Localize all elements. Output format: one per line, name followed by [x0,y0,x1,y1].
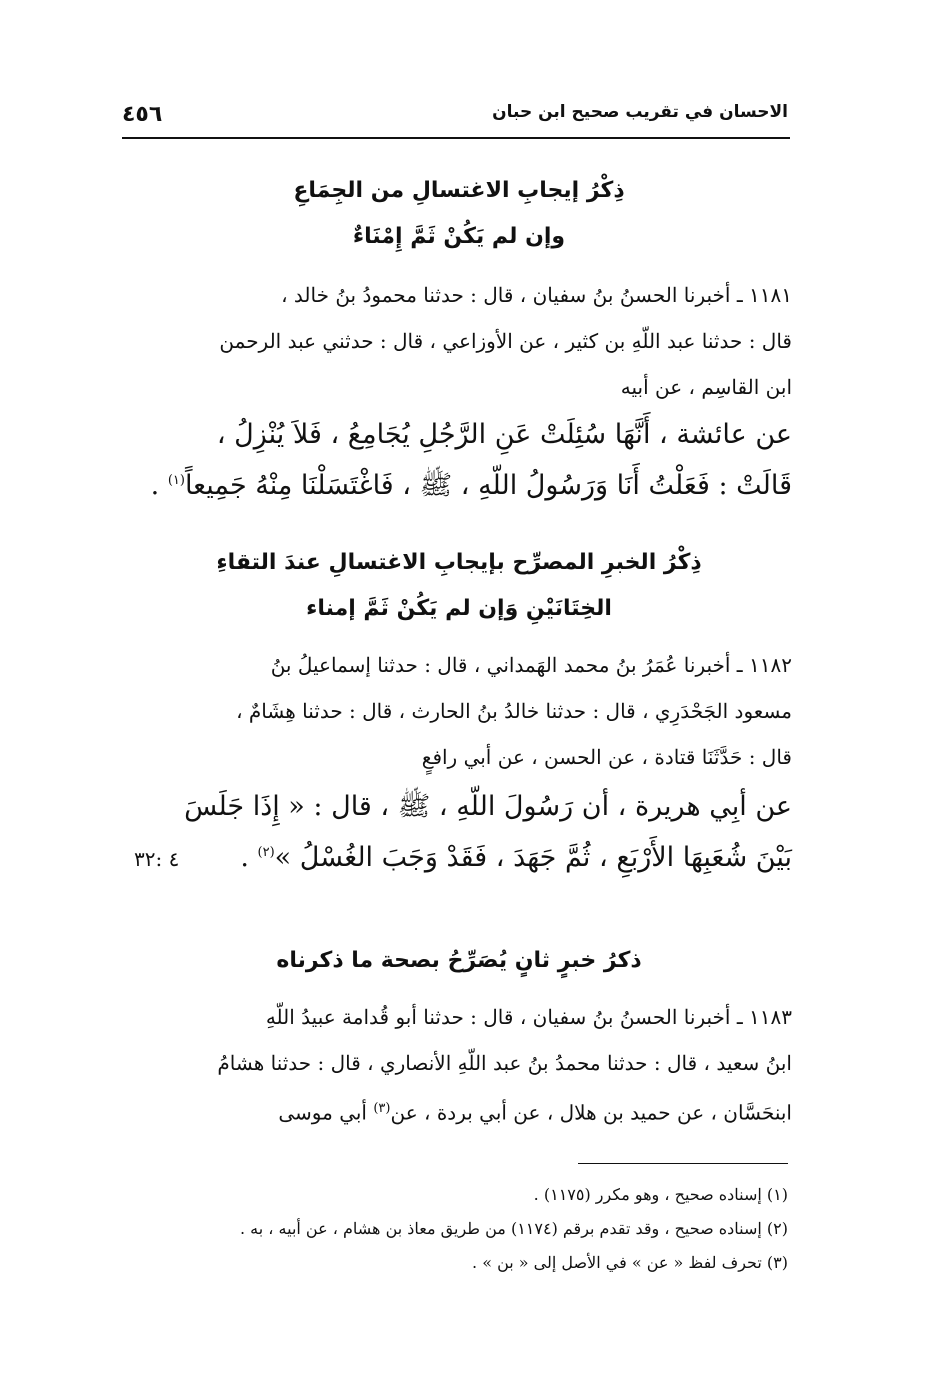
chapter-heading-line: وإن لم يَكُنْ ثَمَّ إِمْنَاءٌ [352,224,566,249]
matn-line [126,458,792,509]
footnote-rule [578,1163,788,1164]
text-line: قال : حدثنا عبد اللّهِ بن كثير ، عن الأوزاعي ، قال : حدثني عبد الرحمن [219,329,792,353]
footnote-marker[interactable]: (٢) [257,845,275,860]
chapter-heading-1 [126,168,792,260]
matn-1182 [126,784,792,882]
page-header [122,100,788,136]
chapter-heading-line: ذِكْرُ الخبرِ المصرِّح بإيجابِ الاغتسالِ عندَ التقاءِ [216,550,702,575]
footnotes [126,1178,788,1280]
footnote-2: (٢) إسناده صحيح ، وقد تقدم برقم (١١٧٤) من طريق معاذ بن هشام ، عن أبيه ، به . [240,1219,788,1238]
isnad-1181 [126,272,792,410]
matn-1181 [126,412,792,509]
matn-line: عن أبِي هريرة ، أن رَسُولَ اللّهِ ، ﷺ ، قال : « إِذَا جَلَسَ [184,791,792,822]
chapter-heading-3 [126,938,792,984]
isnad-1183 [126,994,792,1136]
text-segment: أبي موسى [278,1100,374,1125]
text-line [126,1086,792,1136]
text-line: ابنُ سعيد ، قال : حدثنا محمدُ بنُ عبد اللّهِ الأنصاري ، قال : حدثنا هشامُ [217,1051,792,1075]
running-title: الاحسان في تقريب صحيح ابن حبان [492,102,788,122]
chapter-heading-line: الخِتَانَيْنِ وَإن لم يَكُنْ ثَمَّ إمناء [306,596,612,621]
footnote-marker[interactable]: (٣) [373,1101,391,1116]
text-segment: ابنحَسَّان ، عن حميد بن هلال ، عن أبي بردة ، عن [390,1100,792,1125]
text-line: مسعود الجَحْدَرِي ، قال : حدثنا خالدُ بنُ الحارث ، قال : حدثنا هِشَامٌ ، [236,699,792,723]
matn-line [126,830,792,882]
chapter-heading-line: ذكرُ خبرٍ ثانٍ يُصَرِّحُ بصحة ما ذكرناه [276,948,642,973]
cross-reference: ٤ :٣٢ [134,847,180,871]
matn-line: عن عائشة ، أَنَّهَا سُئِلَتْ عَنِ الرَّجُلِ يُجَامِعُ ، فَلاَ يُنْزِلُ ، [216,419,792,450]
text-line: ١١٨٢ ـ أخبرنا عُمَرُ بنُ محمد الهَمداني ، قال : حدثنا إسماعيلُ بنُ [270,653,792,677]
matn-text: قَالَتْ : فَعَلْتُ أَنَا وَرَسُولُ اللّهِ ، ﷺ ، فَاغْتَسَلْنَا مِنْهُ جَمِيعاً [184,470,792,501]
text-line: ١١٨٣ ـ أخبرنا الحسنُ بنُ سفيان ، قال : حدثنا أبو قُدامة عبيدُ اللّهِ [265,1005,792,1029]
text-line: قال : حَدَّثَنَا قتادة ، عن الحسن ، عن أبي رافعٍ [421,745,792,769]
matn-end: . [150,470,168,501]
chapter-heading-line: ذِكْرُ إيجابِ الاغتسالِ من الجِمَاعِ [293,178,625,203]
isnad-1182 [126,642,792,780]
matn-text: بَيْنَ شُعَبِهَا الأَرْبَعِ ، ثُمَّ جَهَدَ ، فَقَدْ وَجَبَ الغُسْلُ » [274,842,792,873]
matn-line-text [240,830,792,881]
page-number: ٤٥٦ [122,102,163,127]
footnote-3: (٣) تحرف لفظ « عن » في الأصل إلى « بن » . [472,1253,788,1272]
text-line: ١١٨١ ـ أخبرنا الحسنُ بنُ سفيان ، قال : حدثنا محمودُ بنُ خالد ، [281,283,792,307]
footnote-1: (١) إسناده صحيح ، وهو مكرر (١١٧٥) . [533,1185,788,1204]
header-rule [122,137,790,139]
footnote-marker[interactable]: (١) [167,473,185,488]
text-line: ابن القاسِم ، عن أبيه [620,375,792,399]
chapter-heading-2 [126,540,792,632]
matn-end: . [240,842,258,873]
